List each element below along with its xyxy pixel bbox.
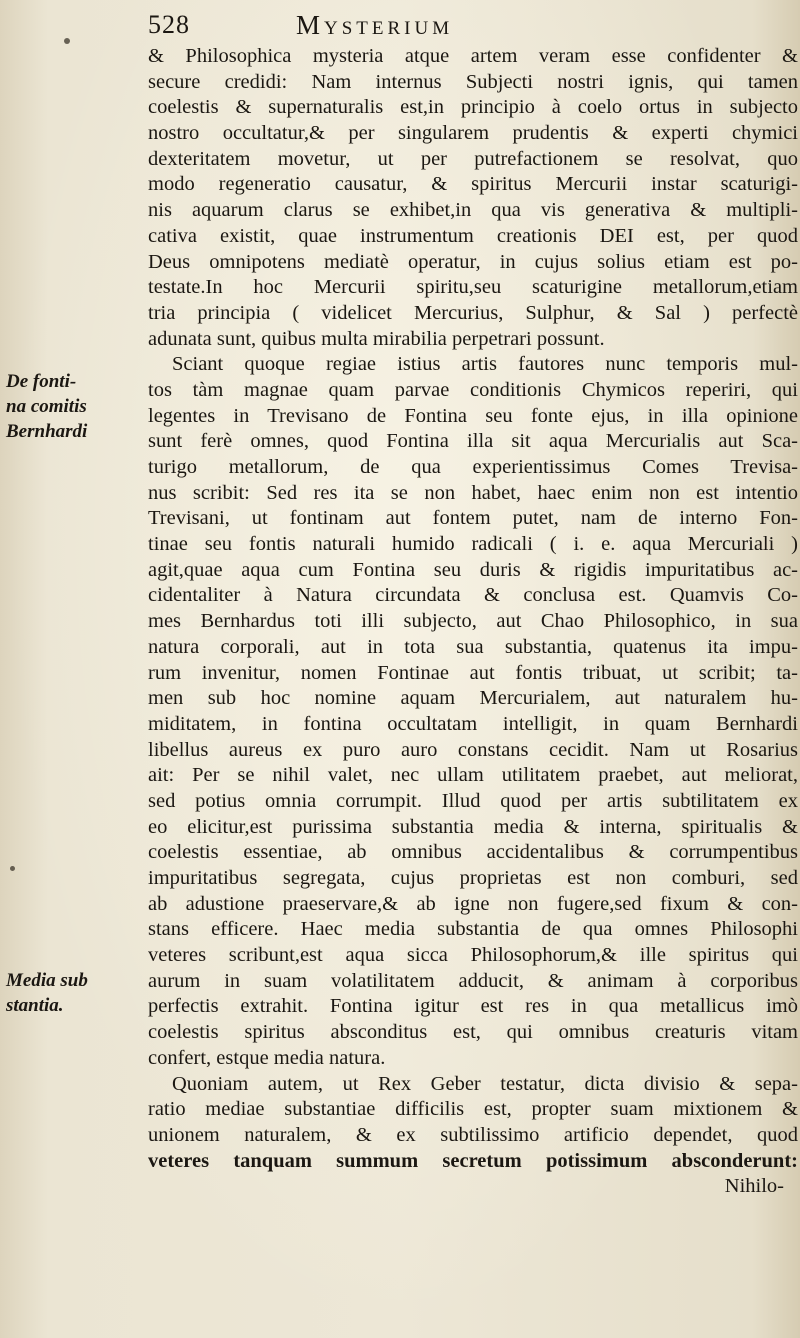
text-line: secure credidi: Nam internus Subjecti nostri ignis, qui tamen [148, 70, 798, 93]
text-line: miditatem, in fontina occultatam intelligit, in quam Bernhardi [148, 712, 798, 735]
text-line: veteres tanquam summum secretum potissimum absconderunt: [148, 1149, 798, 1172]
text-line: ait: Per se nihil valet, nec ullam utilitatem praebet, aut meliorat, [148, 764, 798, 787]
margin-note-line: na comitis [6, 396, 87, 417]
page-number: 528 [148, 10, 190, 39]
text-line: men sub hoc nomine aquam Mercurialem, aut naturalem hu- [148, 687, 798, 710]
text-line: cidentaliter à Natura circundata & conclusa est. Quamvis Co- [148, 584, 798, 607]
text-line: veteres scribunt,est aqua sicca Philosophorum,& ille spiritus qui [148, 944, 798, 967]
text-line: libellus aureus ex puro auro constans cecidit. Nam ut Rosarius [148, 738, 798, 761]
text-line: nus scribit: Sed res ita se non habet, haec enim non est intentio [148, 481, 798, 504]
text-line: Trevisani, ut fontinam aut fontem putet, nam de interno Fon- [148, 507, 798, 530]
text-line: eo elicitur,est purissima substantia media & interna, spiritualis & [148, 815, 798, 838]
text-line: Deus omnipotens mediatè operatur, in cujus solius etiam est po- [148, 250, 798, 273]
text-line: nis aquarum clarus se exhibet,in qua vis generativa & multipli- [148, 199, 798, 222]
text-line: coelestis essentiae, ab omnibus accidentalibus & corrumpentibus [148, 841, 798, 864]
running-title: Mysterium [296, 10, 454, 40]
text-line: ratio mediae substantiae difficilis est, propter suam mixtionem & [148, 1098, 798, 1121]
text-line: mes Bernhardus toti illi subjecto, aut Chao Philosophico, in sua [148, 610, 798, 633]
text-line: Nihilo- [724, 1175, 784, 1198]
ink-speck [10, 866, 15, 871]
text-line: stans efficere. Haec media substantia de qua omnes Philosophi [148, 918, 798, 941]
text-line: sed potius omnia corrumpit. Illud quod per artis subtilitatem ex [148, 789, 798, 812]
text-line: Sciant quoque regiae istius artis fautores nunc temporis mul- [172, 353, 798, 376]
margin-note-line: De fonti- [6, 371, 77, 392]
margin-note-line: stantia. [6, 995, 64, 1016]
text-line: natura corporali, aut in tota sua substantia, quatenus ita impu- [148, 635, 798, 658]
text-line: perfectis extrahit. Fontina igitur est res in qua metallicus imò [148, 995, 798, 1018]
running-head [0, 10, 800, 40]
text-line: coelestis & supernaturalis est,in principio à coelo ortus in subjecto [148, 96, 798, 119]
text-line: modo regeneratio causatur, & spiritus Mercurii instar scaturigi- [148, 173, 798, 196]
margin-note-de-fontina [6, 369, 87, 444]
ink-speck [64, 38, 70, 44]
margin-note-media-substantia [6, 968, 88, 1018]
text-line: impuritatibus segregata, cujus proprietas est non comburi, sed [148, 867, 798, 889]
text-line: tria principia ( videlicet Mercurius, Sulphur, & Sal ) perfectè [148, 301, 798, 324]
text-line: testate.In hoc Mercurii spiritu,seu scaturigine metallorum,etiam [148, 276, 798, 299]
text-line: Quoniam autem, ut Rex Geber testatur, dicta divisio & sepa- [172, 1072, 798, 1095]
text-line: aurum in suam volatilitatem adducit, & animam à corporibus [148, 969, 798, 992]
body-text [148, 44, 798, 1200]
text-line: unionem naturalem, & ex subtilissimo artificio dependet, quod [148, 1123, 798, 1146]
text-line: tinae seu fontis naturali humido radicali ( i. e. aqua Mercuriali ) [148, 533, 798, 556]
text-line: legentes in Trevisano de Fontina seu fonte ejus, in illa opinione [148, 404, 798, 427]
text-line: tos tàm magnae quam parvae conditionis Chymicos reperiri, qui [148, 378, 798, 401]
text-line: & Philosophica mysteria atque artem veram esse confidenter & [148, 45, 798, 67]
text-line: agit,quae aqua cum Fontina seu duris & rigidis impuritatibus ac- [148, 558, 798, 581]
text-line: nostro occultatur,& per singularem prudentis & experti chymici [148, 122, 798, 145]
text-line: sunt ferè omnes, quod Fontina illa sit aqua Mercurialis aut Sca- [148, 430, 798, 453]
text-line: ab adustione praeservare,& ab igne non fugere,sed fixum & con- [148, 892, 798, 915]
margin-note-line: Bernhardi [6, 421, 88, 442]
text-line: dexteritatem movetur, ut per putrefactionem se resolvat, quo [148, 147, 798, 170]
text-line: adunata sunt, quibus multa mirabilia perpetrari possunt. [148, 327, 605, 350]
text-line: cativa existit, quae instrumentum creationis DEI est, per quod [148, 224, 798, 247]
text-line: rum invenitur, nomen Fontinae aut fontis tribuat, ut scribit; ta- [148, 661, 798, 684]
text-line: coelestis spiritus absconditus est, qui omnibus creaturis vitam [148, 1021, 798, 1044]
text-line: confert, estque media natura. [148, 1046, 386, 1069]
margin-note-line: Media sub [6, 970, 88, 991]
text-line: turigo metallorum, de qua experientissimus Comes Trevisa- [148, 456, 798, 478]
